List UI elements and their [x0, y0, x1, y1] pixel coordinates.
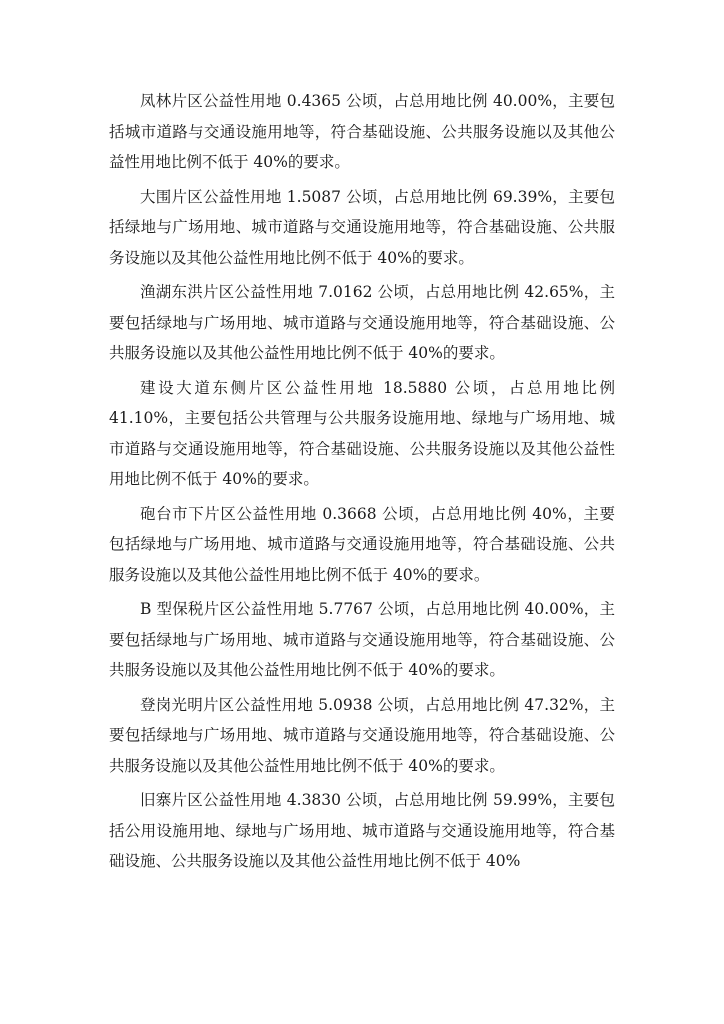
paragraph-paotai-shixia: 砲台市下片区公益性用地 0.3668 公顷，占总用地比例 40%，主要包括绿地与广场用地、城市道路与交通设施用地等，符合基础设施、公共服务设施以及其他公益性用地比例不低于 40%的要求。: [109, 504, 615, 584]
paragraph-jianshe-avenue-east: 建设大道东侧片区公益性用地 18.5880 公顷，占总用地比例 41.10%，主要包括公共管理与公共服务设施用地、绿地与广场用地、城市道路与交通设施用地等，符合基础设施、公共服务设施以及其他公益性用地比例不低于 40%的要求。: [109, 378, 615, 488]
paragraph-yuhu-donghong: 渔湖东洪片区公益性用地 7.0162 公顷，占总用地比例 42.65%，主要包括绿地与广场用地、城市道路与交通设施用地等，符合基础设施、公共服务设施以及其他公益性用地比例不低于 40%的要求。: [109, 283, 615, 362]
paragraph-dawei: 大围片区公益性用地 1.5087 公顷，占总用地比例 69.39%，主要包括绿地与广场用地、城市道路与交通设施用地等，符合基础设施、公共服务设施以及其他公益性用地比例不低于 40%的要求。: [109, 187, 615, 267]
paragraph-jiuzhai: 旧寨片区公益性用地 4.3830 公顷，占总用地比例 59.99%，主要包括公用设施用地、绿地与广场用地、城市道路与交通设施用地等，符合基础设施、公共服务设施以及其他公益性用地比例不低于 40%: [109, 791, 615, 870]
document-body: [109, 86, 615, 881]
paragraph-fenglin: 凤林片区公益性用地 0.4365 公顷，占总用地比例 40.00%，主要包括城市道路与交通设施用地等，符合基础设施、公共服务设施以及其他公益性用地比例不低于 40%的要求。: [109, 92, 615, 171]
paragraph-denggang-guangming: 登岗光明片区公益性用地 5.0938 公顷，占总用地比例 47.32%，主要包括绿地与广场用地、城市道路与交通设施用地等，符合基础设施、公共服务设施以及其他公益性用地比例不低于 40%的要求。: [109, 695, 615, 775]
paragraph-b-bonded: B 型保税片区公益性用地 5.7767 公顷，占总用地比例 40.00%，主要包括绿地与广场用地、城市道路与交通设施用地等，符合基础设施、公共服务设施以及其他公益性用地比例不低于 40%的要求。: [109, 600, 615, 679]
